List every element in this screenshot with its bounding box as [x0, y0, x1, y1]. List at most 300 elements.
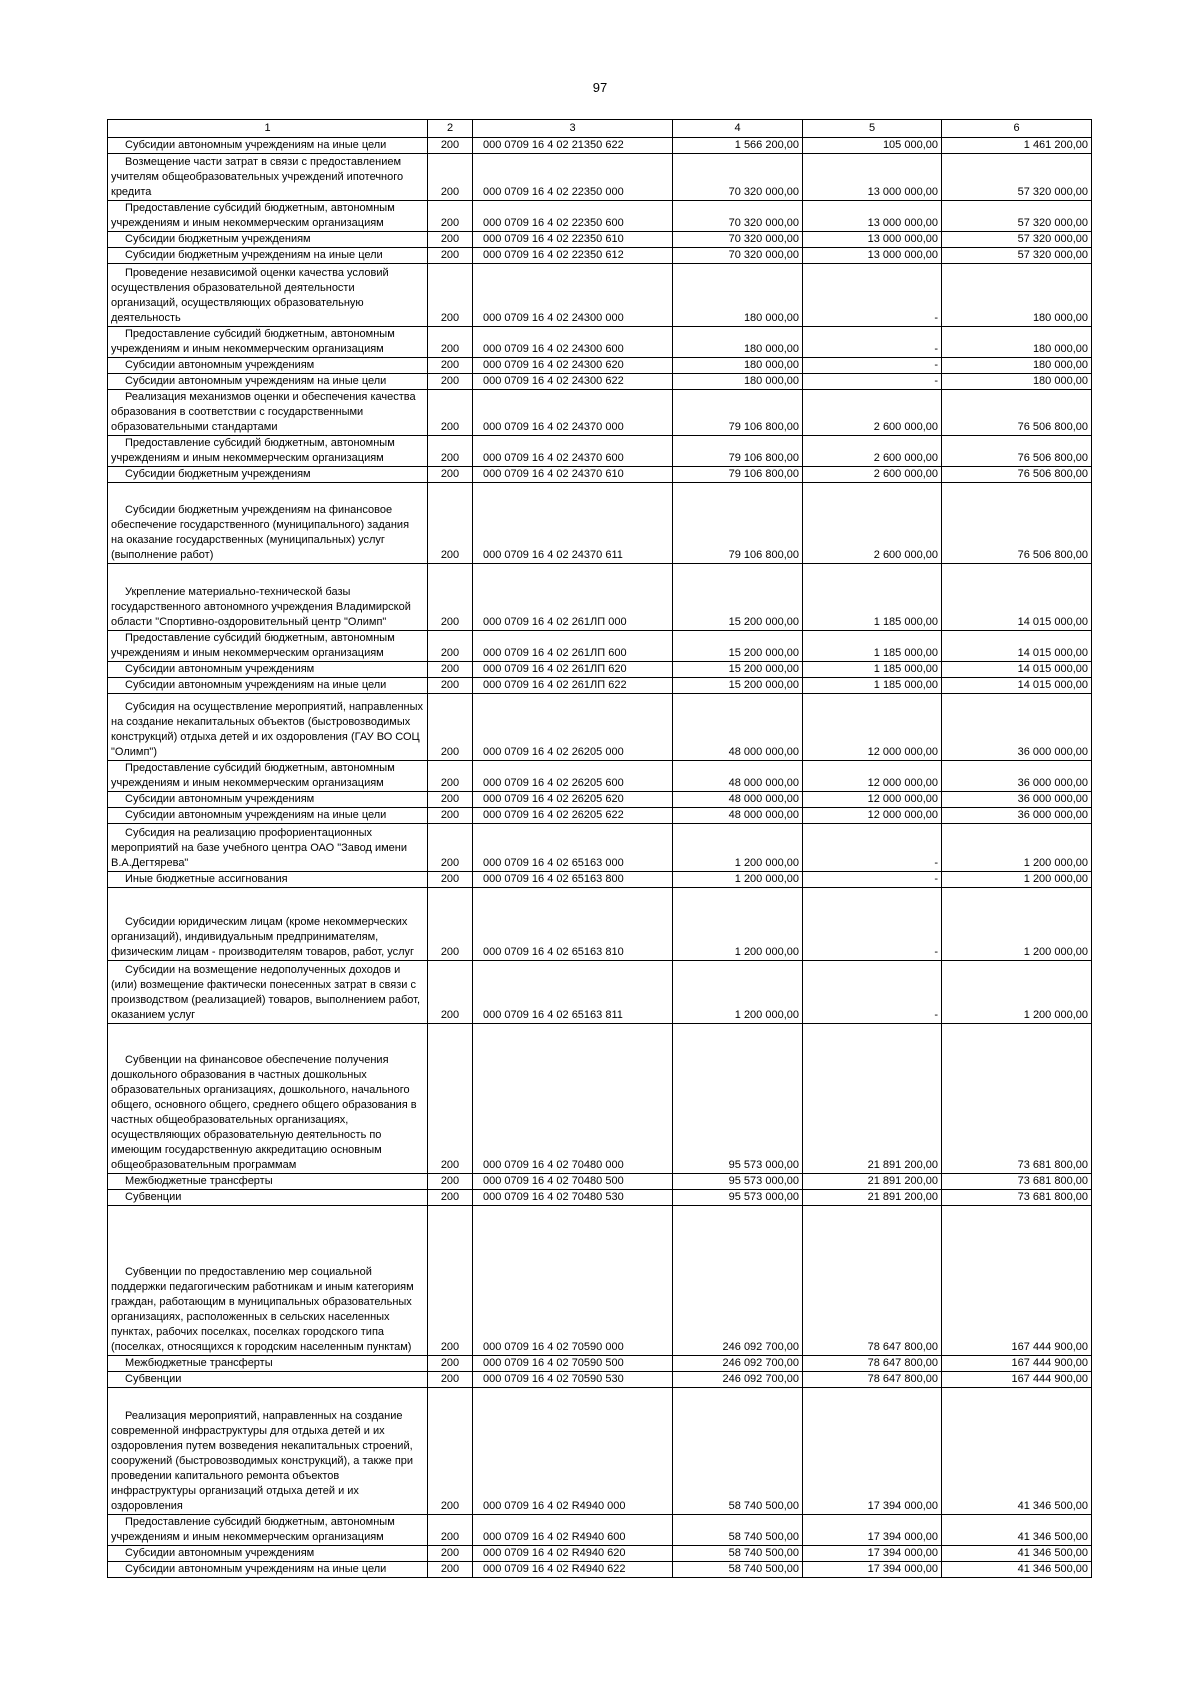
row-value-col4-text: 180 000,00: [743, 312, 799, 324]
row-name-text: Субсидии автономным учреждениям на иные цели: [125, 375, 387, 387]
row-value-col5-text: 21 891 200,00: [867, 1159, 938, 1171]
row-classification-code-text: 000 0709 16 4 02 22350 610: [483, 233, 624, 245]
row-name-text: Предоставление субсидий бюджетным, автономным учреждениям и иным некоммерческим организациям: [111, 437, 395, 464]
row-value-col5-text: -: [934, 375, 938, 387]
row-admin-code-text: 200: [440, 1009, 460, 1021]
row-classification-code-text: 000 0709 16 4 02 26205 000: [483, 746, 624, 758]
row-value-col6: [942, 483, 1092, 564]
row-value-col6: [942, 694, 1092, 761]
row-classification-code-text: 000 0709 16 4 02 26205 600: [483, 777, 624, 789]
row-value-col5: [803, 761, 942, 792]
row-value-col4: [673, 327, 803, 358]
row-value-col4-text: 1 200 000,00: [734, 873, 799, 885]
row-value-col5: [803, 232, 942, 248]
row-value-col5: [803, 1206, 942, 1356]
table-row: [108, 564, 1092, 631]
row-classification-code: [473, 232, 673, 248]
row-value-col5: [803, 678, 942, 694]
row-value-col4-text: 58 740 500,00: [728, 1531, 799, 1543]
row-admin-code-text: 200: [440, 217, 460, 229]
row-classification-code-text: 000 0709 16 4 02 70590 530: [483, 1373, 624, 1385]
row-admin-code: [428, 154, 473, 201]
row-value-col4-text: 48 000 000,00: [728, 746, 799, 758]
row-classification-code-text: 000 0709 16 4 02 261ЛП 622: [483, 679, 627, 691]
table-row: [108, 138, 1092, 154]
row-name: [108, 662, 428, 678]
row-classification-code: [473, 564, 673, 631]
row-value-col5-text: 105 000,00: [882, 139, 938, 151]
row-name: [108, 154, 428, 201]
row-admin-code-text: 200: [440, 616, 460, 628]
row-value-col5-text: 1 185 000,00: [873, 679, 938, 691]
row-value-col5: [803, 1174, 942, 1190]
row-value-col4: [673, 358, 803, 374]
row-name-text: Реализация мероприятий, направленных на создание современной инфраструктуры для отдыха детей и их оздоровления путем возведения некапитальных строений, сооружений (быстровозводимых конструкций), а также при проведении капитального ремонта объектов инфраструктуры организаций отдыха детей и их оздоровления: [111, 1410, 414, 1512]
row-classification-code: [473, 678, 673, 694]
row-admin-code: [428, 1024, 473, 1174]
row-value-col5-text: 2 600 000,00: [873, 468, 938, 480]
row-name: [108, 232, 428, 248]
row-admin-code: [428, 390, 473, 436]
row-name-text: Субвенции на финансовое обеспечение получения дошкольного образования в частных дошкольных образовательных организациях, дошкольного, начального общего, основного общего, среднего общего образования в частных общеобразовательных организациях, осуществляющих образовательную деятельность по имеющим государственную аккредитацию основным общеобразовательным программам: [111, 1054, 417, 1171]
row-admin-code: [428, 248, 473, 264]
row-name: [108, 138, 428, 154]
row-value-col5-text: 12 000 000,00: [867, 746, 938, 758]
row-name: [108, 564, 428, 631]
row-value-col4-text: 58 740 500,00: [728, 1563, 799, 1575]
row-value-col6-text: 36 000 000,00: [1017, 809, 1088, 821]
row-classification-code-text: 000 0709 16 4 02 24370 600: [483, 452, 624, 464]
row-admin-code: [428, 694, 473, 761]
row-value-col5: [803, 662, 942, 678]
row-value-col6: [942, 232, 1092, 248]
row-value-col6-text: 1 200 000,00: [1023, 857, 1088, 869]
row-value-col4: [673, 1388, 803, 1515]
row-admin-code: [428, 138, 473, 154]
page-number: 97: [592, 80, 608, 95]
row-name-text: Субсидия на осуществление мероприятий, направленных на создание некапитальных объектов (быстровозводимых конструкций) отдыха детей и их оздоровления (ГАУ ВО СОЦ "Олимп"): [111, 701, 424, 758]
row-value-col5-text: 78 647 800,00: [867, 1357, 938, 1369]
row-admin-code-text: 200: [440, 549, 460, 561]
row-admin-code-text: 200: [440, 359, 460, 371]
row-classification-code-text: 000 0709 16 4 02 26205 620: [483, 793, 624, 805]
row-name: [108, 631, 428, 662]
row-value-col4-text: 79 106 800,00: [728, 421, 799, 433]
row-admin-code: [428, 467, 473, 483]
row-name: [108, 374, 428, 390]
row-name-text: Субсидия на реализацию профориентационных мероприятий на базе учебного центра ОАО "Завод имени В.А.Дегтярева": [111, 827, 408, 869]
row-classification-code-text: 000 0709 16 4 02 65163 810: [483, 946, 624, 958]
row-admin-code: [428, 232, 473, 248]
row-name-text: Реализация механизмов оценки и обеспечения качества образования в соответствии с государственными образовательными стандартами: [111, 391, 416, 433]
row-name-text: Предоставление субсидий бюджетным, автономным учреждениям и иным некоммерческим организациям: [111, 762, 395, 789]
row-value-col6: [942, 808, 1092, 824]
row-value-col6-text: 14 015 000,00: [1017, 647, 1088, 659]
row-value-col5-text: -: [934, 857, 938, 869]
row-classification-code-text: 000 0709 16 4 02 24300 622: [483, 375, 624, 387]
row-value-col5-text: 13 000 000,00: [867, 249, 938, 261]
row-classification-code: [473, 1388, 673, 1515]
row-value-col5-text: 21 891 200,00: [867, 1191, 938, 1203]
table-row: [108, 1546, 1092, 1562]
row-admin-code-text: 200: [440, 1547, 460, 1559]
row-admin-code-text: 200: [440, 663, 460, 675]
row-admin-code-text: 200: [440, 421, 460, 433]
row-name-text: Субсидии бюджетным учреждениям на финансовое обеспечение государственного (муниципального) задания на оказание государственных (муниципальных) услуг (выполнение работ): [111, 504, 410, 561]
row-value-col5-text: 2 600 000,00: [873, 452, 938, 464]
row-classification-code: [473, 138, 673, 154]
table-row: [108, 1024, 1092, 1174]
row-value-col6: [942, 1546, 1092, 1562]
row-classification-code-text: 000 0709 16 4 02 22350 612: [483, 249, 624, 261]
row-name-text: Субвенции: [125, 1373, 182, 1385]
row-value-col6: [942, 678, 1092, 694]
row-name-text: Субсидии юридическим лицам (кроме некоммерческих организаций), индивидуальным предпринимателям, физическим лицам - производителям товаров, работ, услуг: [111, 916, 415, 958]
row-value-col4: [673, 1024, 803, 1174]
row-name-text: Возмещение части затрат в связи с предоставлением учителям общеобразовательных учреждений ипотечного кредита: [111, 156, 404, 198]
row-value-col6-text: 57 320 000,00: [1017, 249, 1088, 261]
table-row: [108, 264, 1092, 327]
row-value-col4: [673, 631, 803, 662]
row-value-col4: [673, 792, 803, 808]
row-classification-code-text: 000 0709 16 4 02 261ЛП 620: [483, 663, 627, 675]
row-value-col6-text: 36 000 000,00: [1017, 793, 1088, 805]
row-value-col5: [803, 201, 942, 232]
table-row: [108, 154, 1092, 201]
row-name: [108, 1562, 428, 1578]
row-classification-code-text: 000 0709 16 4 02 26205 622: [483, 809, 624, 821]
row-name-text: Межбюджетные трансферты: [125, 1175, 273, 1187]
row-value-col6-text: 1 200 000,00: [1023, 946, 1088, 958]
row-classification-code: [473, 808, 673, 824]
row-value-col4: [673, 154, 803, 201]
row-value-col6: [942, 1024, 1092, 1174]
row-value-col4: [673, 1206, 803, 1356]
row-admin-code: [428, 662, 473, 678]
row-value-col6-text: 180 000,00: [1032, 343, 1088, 355]
row-classification-code: [473, 1024, 673, 1174]
row-name-text: Субсидии автономным учреждениям на иные цели: [125, 679, 387, 691]
table-row: [108, 1515, 1092, 1546]
row-admin-code: [428, 1546, 473, 1562]
row-admin-code-text: 200: [440, 946, 460, 958]
row-value-col5-text: 21 891 200,00: [867, 1175, 938, 1187]
row-value-col6: [942, 248, 1092, 264]
row-value-col4-text: 246 092 700,00: [722, 1373, 799, 1385]
row-name-text: Иные бюджетные ассигнования: [125, 873, 288, 885]
row-value-col5-text: -: [934, 312, 938, 324]
row-classification-code-text: 000 0709 16 4 02 70590 000: [483, 1341, 624, 1353]
row-admin-code-text: 200: [440, 873, 460, 885]
row-value-col5-text: 13 000 000,00: [867, 233, 938, 245]
row-value-col6-text: 41 346 500,00: [1017, 1531, 1088, 1543]
row-value-col5-text: 12 000 000,00: [867, 793, 938, 805]
row-value-col4-text: 79 106 800,00: [728, 468, 799, 480]
row-name: [108, 327, 428, 358]
row-classification-code: [473, 374, 673, 390]
row-value-col6: [942, 888, 1092, 961]
row-value-col5: [803, 792, 942, 808]
row-name: [108, 358, 428, 374]
column-header: 2: [428, 120, 473, 138]
row-value-col5: [803, 390, 942, 436]
row-value-col6: [942, 1372, 1092, 1388]
row-value-col4: [673, 201, 803, 232]
row-classification-code-text: 000 0709 16 4 02 70480 530: [483, 1191, 624, 1203]
row-value-col5-text: -: [934, 1009, 938, 1021]
row-classification-code: [473, 483, 673, 564]
row-admin-code: [428, 761, 473, 792]
row-name-text: Проведение независимой оценки качества условий осуществления образовательной деятельности организаций, осуществляющих образовательную деятельность: [111, 267, 389, 324]
row-value-col4: [673, 248, 803, 264]
row-value-col4: [673, 1372, 803, 1388]
row-admin-code: [428, 631, 473, 662]
row-value-col6-text: 57 320 000,00: [1017, 217, 1088, 229]
row-admin-code: [428, 888, 473, 961]
row-value-col4: [673, 662, 803, 678]
row-admin-code-text: 200: [440, 1500, 460, 1512]
row-name-text: Предоставление субсидий бюджетным, автономным учреждениям и иным некоммерческим организациям: [111, 328, 395, 355]
row-value-col6-text: 76 506 800,00: [1017, 452, 1088, 464]
row-value-col5: [803, 374, 942, 390]
row-name-text: Субсидии автономным учреждениям на иные цели: [125, 1563, 387, 1575]
row-value-col6-text: 167 444 900,00: [1011, 1373, 1088, 1385]
row-value-col6-text: 73 681 800,00: [1017, 1191, 1088, 1203]
row-value-col6: [942, 1190, 1092, 1206]
row-value-col6-text: 41 346 500,00: [1017, 1547, 1088, 1559]
row-admin-code-text: 200: [440, 809, 460, 821]
table-row: [108, 808, 1092, 824]
row-classification-code: [473, 1206, 673, 1356]
row-admin-code: [428, 872, 473, 888]
row-admin-code: [428, 436, 473, 467]
row-name-text: Предоставление субсидий бюджетным, автономным учреждениям и иным некоммерческим организациям: [111, 1516, 395, 1543]
row-name: [108, 1388, 428, 1515]
row-classification-code: [473, 792, 673, 808]
row-name: [108, 808, 428, 824]
row-value-col6-text: 57 320 000,00: [1017, 233, 1088, 245]
row-admin-code: [428, 1174, 473, 1190]
row-admin-code: [428, 1388, 473, 1515]
row-classification-code: [473, 662, 673, 678]
row-value-col4-text: 58 740 500,00: [728, 1500, 799, 1512]
row-value-col6-text: 167 444 900,00: [1011, 1357, 1088, 1369]
row-value-col4: [673, 961, 803, 1024]
row-classification-code-text: 000 0709 16 4 02 24370 000: [483, 421, 624, 433]
row-value-col4: [673, 467, 803, 483]
row-value-col4: [673, 824, 803, 872]
row-value-col6-text: 73 681 800,00: [1017, 1159, 1088, 1171]
table-row: [108, 631, 1092, 662]
table-row: [108, 467, 1092, 483]
row-value-col4: [673, 808, 803, 824]
row-value-col4-text: 15 200 000,00: [728, 616, 799, 628]
row-admin-code-text: 200: [440, 233, 460, 245]
row-admin-code-text: 200: [440, 1373, 460, 1385]
row-name-text: Предоставление субсидий бюджетным, автономным учреждениям и иным некоммерческим организациям: [111, 632, 395, 659]
row-classification-code: [473, 824, 673, 872]
table-row: [108, 1356, 1092, 1372]
row-name: [108, 888, 428, 961]
row-name: [108, 872, 428, 888]
row-value-col6: [942, 662, 1092, 678]
row-value-col6: [942, 436, 1092, 467]
row-value-col6: [942, 564, 1092, 631]
row-name-text: Субсидии автономным учреждениям: [125, 793, 315, 805]
row-value-col4-text: 79 106 800,00: [728, 452, 799, 464]
row-classification-code-text: 000 0709 16 4 02 24300 000: [483, 312, 624, 324]
row-value-col5-text: -: [934, 359, 938, 371]
row-classification-code-text: 000 0709 16 4 02 24370 611: [483, 549, 623, 561]
column-header: 3: [473, 120, 673, 138]
row-classification-code: [473, 154, 673, 201]
table-row: [108, 694, 1092, 761]
row-value-col6: [942, 467, 1092, 483]
row-value-col5: [803, 154, 942, 201]
row-classification-code-text: 000 0709 16 4 02 R4940 622: [483, 1563, 626, 1575]
row-value-col6: [942, 1562, 1092, 1578]
row-admin-code: [428, 824, 473, 872]
row-classification-code-text: 000 0709 16 4 02 65163 000: [483, 857, 624, 869]
row-value-col6-text: 76 506 800,00: [1017, 421, 1088, 433]
row-name: [108, 1372, 428, 1388]
row-admin-code-text: 200: [440, 679, 460, 691]
row-classification-code-text: 000 0709 16 4 02 R4940 000: [483, 1500, 626, 1512]
row-admin-code: [428, 961, 473, 1024]
row-classification-code-text: 000 0709 16 4 02 R4940 600: [483, 1531, 626, 1543]
row-value-col6-text: 36 000 000,00: [1017, 746, 1088, 758]
row-value-col6: [942, 1206, 1092, 1356]
row-admin-code-text: 200: [440, 1563, 460, 1575]
row-value-col6-text: 1 200 000,00: [1023, 1009, 1088, 1021]
row-name: [108, 1190, 428, 1206]
row-value-col4-text: 1 200 000,00: [734, 857, 799, 869]
row-classification-code: [473, 888, 673, 961]
row-value-col5: [803, 1356, 942, 1372]
row-value-col5-text: 78 647 800,00: [867, 1341, 938, 1353]
row-value-col6-text: 14 015 000,00: [1017, 663, 1088, 675]
row-value-col4: [673, 1546, 803, 1562]
row-value-col6: [942, 761, 1092, 792]
row-classification-code: [473, 358, 673, 374]
row-value-col5: [803, 467, 942, 483]
row-classification-code: [473, 1372, 673, 1388]
row-value-col5: [803, 358, 942, 374]
row-value-col4-text: 180 000,00: [743, 359, 799, 371]
row-value-col5: [803, 436, 942, 467]
row-value-col4-text: 246 092 700,00: [722, 1341, 799, 1353]
row-name: [108, 761, 428, 792]
row-value-col4-text: 15 200 000,00: [728, 679, 799, 691]
row-admin-code: [428, 264, 473, 327]
row-value-col4-text: 48 000 000,00: [728, 777, 799, 789]
row-name-text: Субсидии автономным учреждениям на иные цели: [125, 809, 387, 821]
row-value-col6-text: 41 346 500,00: [1017, 1500, 1088, 1512]
row-classification-code: [473, 467, 673, 483]
row-value-col4: [673, 1190, 803, 1206]
table-row: [108, 1372, 1092, 1388]
row-classification-code: [473, 961, 673, 1024]
row-value-col6-text: 180 000,00: [1032, 312, 1088, 324]
row-value-col5-text: 13 000 000,00: [867, 186, 938, 198]
row-value-col6-text: 14 015 000,00: [1017, 616, 1088, 628]
row-value-col4-text: 1 200 000,00: [734, 1009, 799, 1021]
row-classification-code: [473, 872, 673, 888]
row-admin-code-text: 200: [440, 1175, 460, 1187]
row-name: [108, 1174, 428, 1190]
row-name: [108, 248, 428, 264]
row-classification-code-text: 000 0709 16 4 02 24370 610: [483, 468, 624, 480]
row-value-col6-text: 57 320 000,00: [1017, 186, 1088, 198]
row-admin-code-text: 200: [440, 1341, 460, 1353]
row-value-col6: [942, 872, 1092, 888]
row-classification-code: [473, 1515, 673, 1546]
row-value-col5-text: -: [934, 343, 938, 355]
row-admin-code: [428, 201, 473, 232]
row-value-col5-text: 78 647 800,00: [867, 1373, 938, 1385]
row-admin-code: [428, 327, 473, 358]
row-value-col5: [803, 1024, 942, 1174]
row-value-col4-text: 246 092 700,00: [722, 1357, 799, 1369]
table-row: [108, 232, 1092, 248]
table-row: [108, 678, 1092, 694]
table-row: [108, 390, 1092, 436]
row-value-col4: [673, 1562, 803, 1578]
row-name: [108, 1546, 428, 1562]
row-classification-code-text: 000 0709 16 4 02 70480 500: [483, 1175, 624, 1187]
row-value-col6: [942, 961, 1092, 1024]
row-name: [108, 201, 428, 232]
row-classification-code: [473, 1546, 673, 1562]
row-value-col5-text: 12 000 000,00: [867, 777, 938, 789]
table-row: [108, 436, 1092, 467]
row-admin-code: [428, 1356, 473, 1372]
row-admin-code: [428, 1206, 473, 1356]
row-name-text: Субсидии автономным учреждениям: [125, 1547, 315, 1559]
row-value-col6: [942, 264, 1092, 327]
row-admin-code-text: 200: [440, 1531, 460, 1543]
table-row: [108, 1562, 1092, 1578]
table-row: [108, 1206, 1092, 1356]
row-classification-code-text: 000 0709 16 4 02 22350 000: [483, 186, 624, 198]
row-value-col5-text: 2 600 000,00: [873, 549, 938, 561]
row-name-text: Укрепление материально-технической базы государственного автономного учреждения Владимирской области "Спортивно-оздоровительный центр "Олимп": [111, 586, 411, 628]
row-name: [108, 264, 428, 327]
row-value-col6: [942, 327, 1092, 358]
row-value-col5-text: 17 394 000,00: [867, 1531, 938, 1543]
row-value-col4: [673, 761, 803, 792]
row-value-col4: [673, 872, 803, 888]
table-row: [108, 1388, 1092, 1515]
row-value-col6-text: 73 681 800,00: [1017, 1175, 1088, 1187]
row-classification-code: [473, 436, 673, 467]
row-value-col6: [942, 1356, 1092, 1372]
row-admin-code: [428, 792, 473, 808]
row-name-text: Субсидии автономным учреждениям: [125, 663, 315, 675]
row-value-col6: [942, 138, 1092, 154]
table-row: [108, 483, 1092, 564]
row-classification-code-text: 000 0709 16 4 02 R4940 620: [483, 1547, 626, 1559]
row-value-col4: [673, 888, 803, 961]
row-value-col6-text: 76 506 800,00: [1017, 468, 1088, 480]
table-row: [108, 374, 1092, 390]
row-value-col4-text: 48 000 000,00: [728, 793, 799, 805]
table-row: [108, 248, 1092, 264]
row-classification-code: [473, 1356, 673, 1372]
row-value-col4: [673, 374, 803, 390]
row-value-col5-text: 17 394 000,00: [867, 1500, 938, 1512]
row-admin-code-text: 200: [440, 452, 460, 464]
